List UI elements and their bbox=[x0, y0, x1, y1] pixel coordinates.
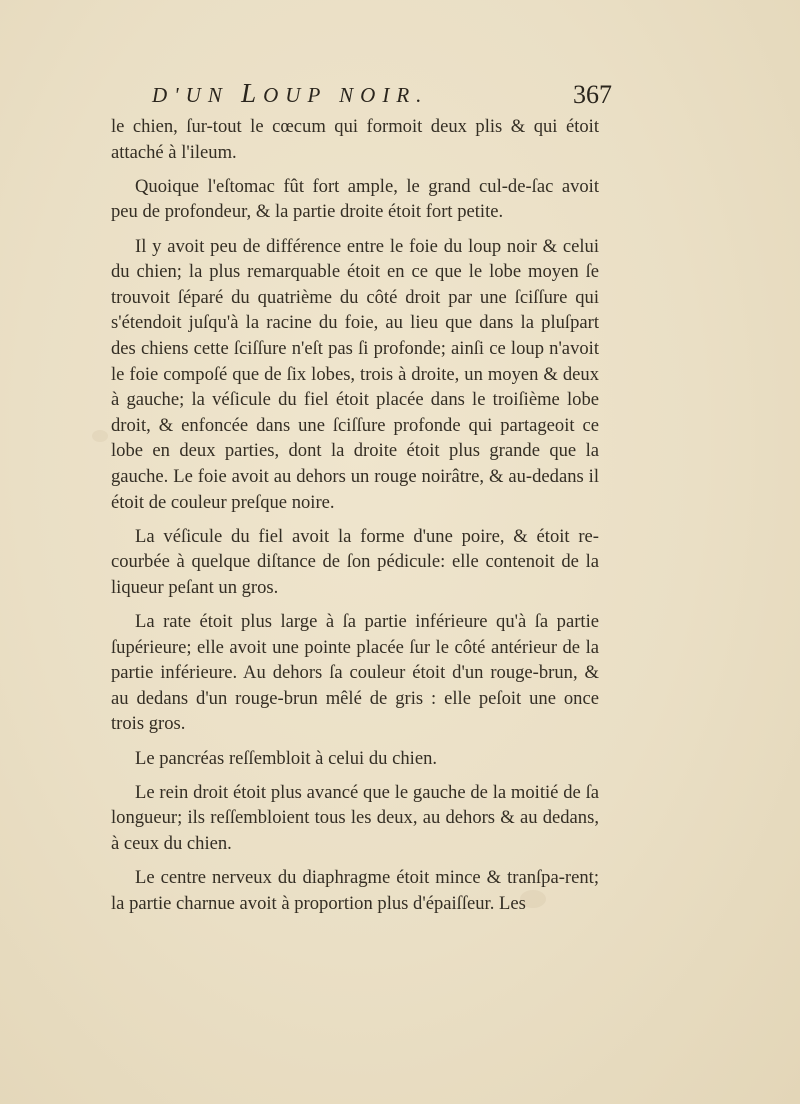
running-title-mid: OUP bbox=[263, 83, 340, 107]
body-text bbox=[111, 114, 599, 916]
paper-stain bbox=[92, 430, 108, 442]
paragraph-kidney: Le rein droit étoit plus avancé que le gauche de la moitié de ſa longueur; ils reſſembloient tous les deux, au dehors & au dedans, à ceux du chien. bbox=[111, 781, 599, 854]
page-header bbox=[152, 72, 612, 118]
paragraph-continuation: le chien, ſur-tout le cœcum qui formoit deux plis & qui étoit attaché à l'ileum. bbox=[111, 116, 599, 163]
page-number: 367 bbox=[573, 80, 612, 109]
paragraph-liver: Il y avoit peu de différence entre le foie du loup noir & celui du chien; la plus remarquable étoit en ce que le lobe moyen ſe trouvoit ſéparé du quatrième du côté droit par une ſciſſure qui s'étendoit juſqu'à la racine du foie, au lieu que dans la pluſpart des chiens cette ſciſſure n'eſt pas ſi profonde; ainſi ce loup n'avoit le foie compoſé que de ſix lobes, trois à droite, un moyen & deux à gauche; la véſicule du fiel étoit placée dans le troiſième lobe droit, & enfoncée dans une ſciſſure profonde qui partageoit ce lobe en deux parties, dont la droite étoit plus grande que la gauche. Le foie avoit au dehors un rouge noirâtre, & au-dedans il étoit de couleur preſque noire. bbox=[111, 235, 599, 513]
running-title bbox=[152, 78, 428, 109]
paragraph-gallbladder: La véſicule du fiel avoit la forme d'une poire, & étoit re-courbée à quelque diſtance de ſon pédicule: elle contenoit de la liqueur peſant un gros. bbox=[111, 525, 599, 598]
paragraph-spleen: La rate étoit plus large à ſa partie inférieure qu'à ſa partie ſupérieure; elle avoit une pointe placée ſur le côté antérieur de la partie inférieure. Au dehors ſa couleur étoit d'un rouge-brun, & au dedans d'un rouge-brun mêlé de gris : elle peſoit une once trois gros. bbox=[111, 611, 599, 735]
paragraph-stomach: Quoique l'eſtomac fût fort ample, le grand cul-de-ſac avoit peu de profondeur, & la partie droite étoit fort petite. bbox=[111, 175, 599, 223]
running-title-initial: L bbox=[241, 78, 264, 108]
paragraph-pancreas: Le pancréas reſſembloit à celui du chien. bbox=[135, 747, 438, 769]
paragraph-diaphragm: Le centre nerveux du diaphragme étoit mince & tranſpa-rent; la partie charnue avoit à proportion plus d'épaiſſeur. Les bbox=[111, 867, 599, 914]
running-title-prefix: D'UN bbox=[152, 83, 242, 107]
running-title-rest: NOIR. bbox=[339, 83, 429, 107]
